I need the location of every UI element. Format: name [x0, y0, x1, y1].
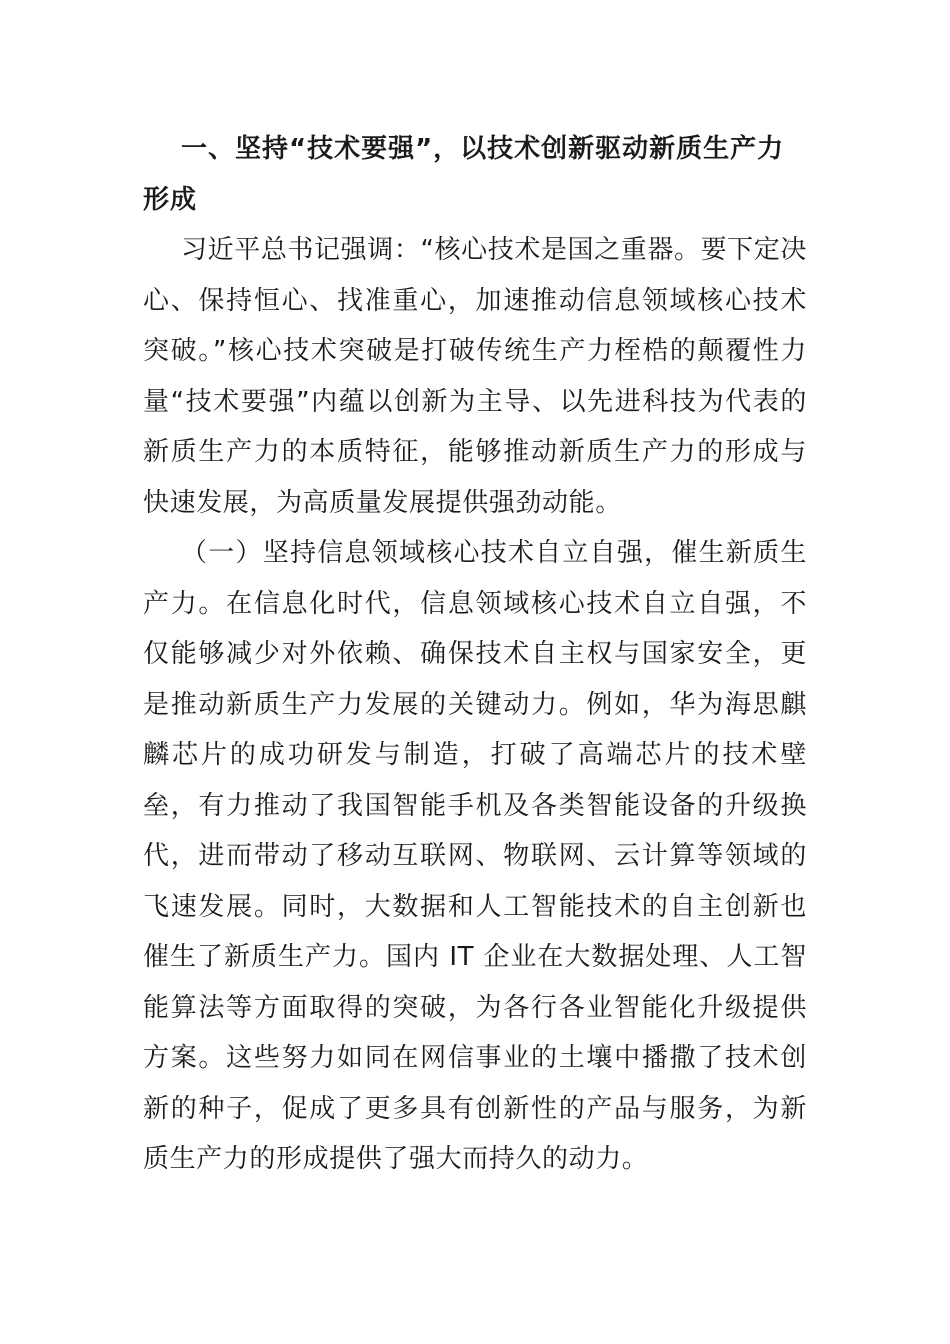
document-page	[143, 124, 807, 1185]
section-heading: 一、坚持“技术要强”，以技术创新驱动新质生产力形成	[143, 134, 785, 215]
paragraph-quote: 习近平总书记强调：“核心技术是国之重器。要下定决心、保持恒心、找准重心，加速推动信息领域核心技术突破。”核心技术突破是打破传统生产力桎梏的颠覆性力量“技术要强”内蕴以创新为主导、以先进科技为代表的新质生产力的本质特征，能够推动新质生产力的形成与快速发展，为高质量发展提供强劲动能。	[143, 235, 807, 518]
paragraph-subsection-one: （一）坚持信息领域核心技术自立自强，催生新质生产力。在信息化时代，信息领域核心技术自立自强，不仅能够减少对外依赖、确保技术自主权与国家安全，更是推动新质生产力发展的关键动力。例如，华为海思麒麟芯片的成功研发与制造，打破了高端芯片的技术壁垒，有力推动了我国智能手机及各类智能设备的升级换代，进而带动了移动互联网、物联网、云计算等领域的飞速发展。同时，大数据和人工智能技术的自主创新也催生了新质生产力。国内 IT 企业在大数据处理、人工智能算法等方面取得的突破，为各行各业智能化升级提供方案。这些努力如同在网信事业的土壤中播撒了技术创新的种子，促成了更多具有创新性的产品与服务，为新质生产力的形成提供了强大而持久的动力。	[143, 538, 807, 1174]
